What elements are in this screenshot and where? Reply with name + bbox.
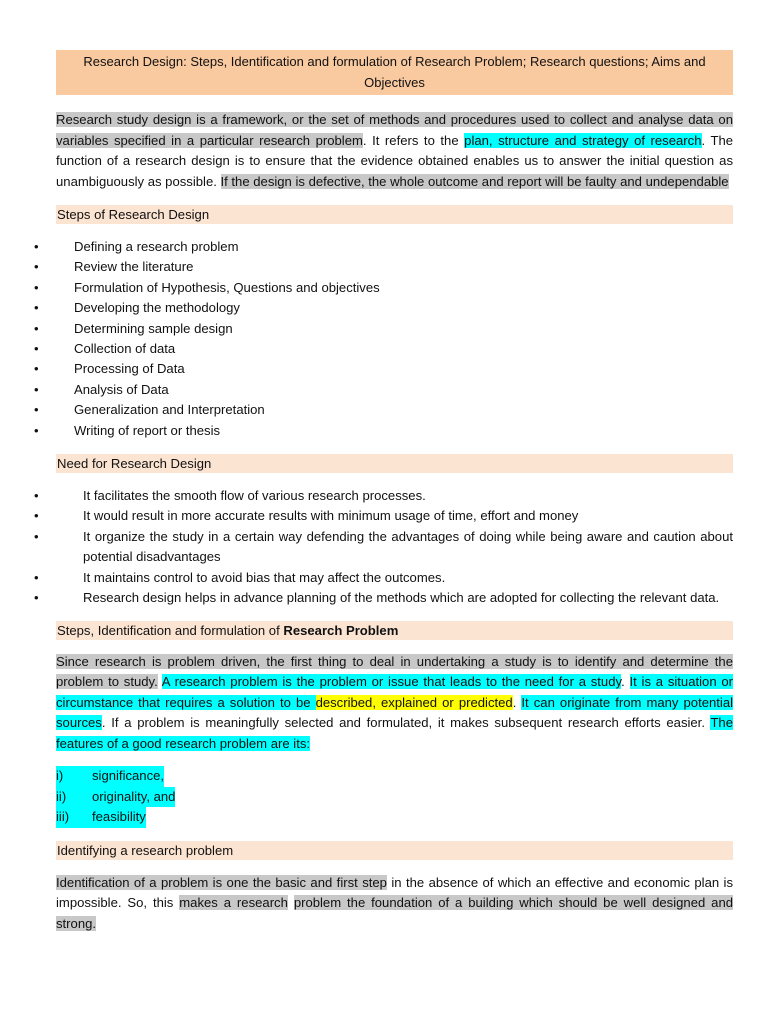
intro-highlight-gray: Research study design is a framework, or the set of methods and procedures used to collect and analyse data on variables specified in a particular research problem (56, 112, 733, 148)
list-item: • Writing of report or thesis (34, 422, 221, 438)
list-item: • It organize the study in a certain way defending the advantages of doing while being aware and caution about potential disadvantages (34, 528, 733, 565)
problem-highlight-cyan-4: The features of a good research problem are its: (56, 715, 733, 751)
list-item: i) significance, (56, 766, 733, 787)
list-item: • It would result in more accurate results with minimum usage of time, effort and money (34, 508, 579, 524)
list-item: • Processing of Data (34, 361, 185, 377)
steps-list (34, 237, 733, 441)
identify-highlight-gray: Identification of a problem is one the basic and first step (56, 874, 387, 890)
intro-text: . It refers to the (362, 132, 465, 148)
list-item: ii) originality, and (56, 787, 733, 808)
intro-highlight-gray-2: If the design is defective, the whole outcome and report will be faulty and undependable (220, 173, 729, 189)
identify-heading: Identifying a research problem (56, 841, 733, 860)
intro-text-2: . The function of a research design is to ensure that the evidence obtained enables us to answer the initial question as unambiguously as possible. (56, 132, 734, 189)
problem-heading: Steps, Identification and formulation of Research Problem (56, 621, 733, 640)
list-item: • Defining a research problem (34, 239, 239, 254)
problem-highlight-gray: Since research is problem driven, the first thing to deal in undertaking a study is to identify and determine the problem to study. (56, 653, 733, 689)
identify-paragraph: Identification of a problem is one the basic and first step in the absence of which an effective and economic plan is impossible. So, this makes a research problem the foundation of a building which should be well designed and strong. (56, 874, 734, 931)
list-item: • Formulation of Hypothesis, Questions and objectives (34, 279, 380, 295)
identify-highlight-gray-2: makes a research (179, 895, 288, 910)
problem-paragraph: Since research is problem driven, the first thing to deal in undertaking a study is to identify and determine the problem to study. A research problem is the problem or issue that leads to the need for a study. It is a situation or circumstance that requires a solution to be described, explained or predicted. It can originate from many potential sources. If a problem is meaningfully selected and formulated, it makes subsequent research efforts easier. The features of a good research problem are its: (56, 653, 734, 751)
intro-paragraph (56, 110, 733, 192)
need-heading: Need for Research Design (56, 454, 733, 473)
list-item: • Determining sample design (34, 320, 233, 336)
document-title: Research Design: Steps, Identification and formulation of Research Problem; Research questions; Aims and Objectives (56, 50, 733, 95)
list-item: • Analysis of Data (34, 381, 169, 397)
identify-highlight-gray-3: problem the foundation of a building which should be well designed and strong. (56, 895, 734, 931)
list-item: • Generalization and Interpretation (34, 402, 265, 418)
list-item: iii) feasibility (56, 807, 733, 828)
list-item: • It facilitates the smooth flow of various research processes. (34, 488, 426, 504)
steps-heading: Steps of Research Design (56, 205, 733, 224)
problem-highlight-yellow: described, explained or predicted (315, 694, 513, 710)
features-list (56, 766, 733, 828)
needs-list (34, 486, 733, 608)
document-page (34, 50, 734, 934)
list-item: • Collection of data (34, 341, 176, 357)
problem-highlight-cyan-2: It is a situation or circumstance that requires a solution to be (56, 674, 734, 710)
problem-highlight-cyan: A research problem is the problem or issue that leads to the need for a study (161, 674, 622, 689)
list-item: • Research design helps in advance planning of the methods which are adopted for collecting the relevant data. (34, 590, 720, 606)
list-item: • It maintains control to avoid bias that may affect the outcomes. (34, 569, 446, 585)
list-item: • Review the literature (34, 259, 194, 275)
list-item: • Developing the methodology (34, 300, 240, 316)
problem-highlight-cyan-3: It can originate from many potential sources (56, 694, 734, 730)
intro-highlight-cyan: plan, structure and strategy of research (464, 132, 702, 148)
